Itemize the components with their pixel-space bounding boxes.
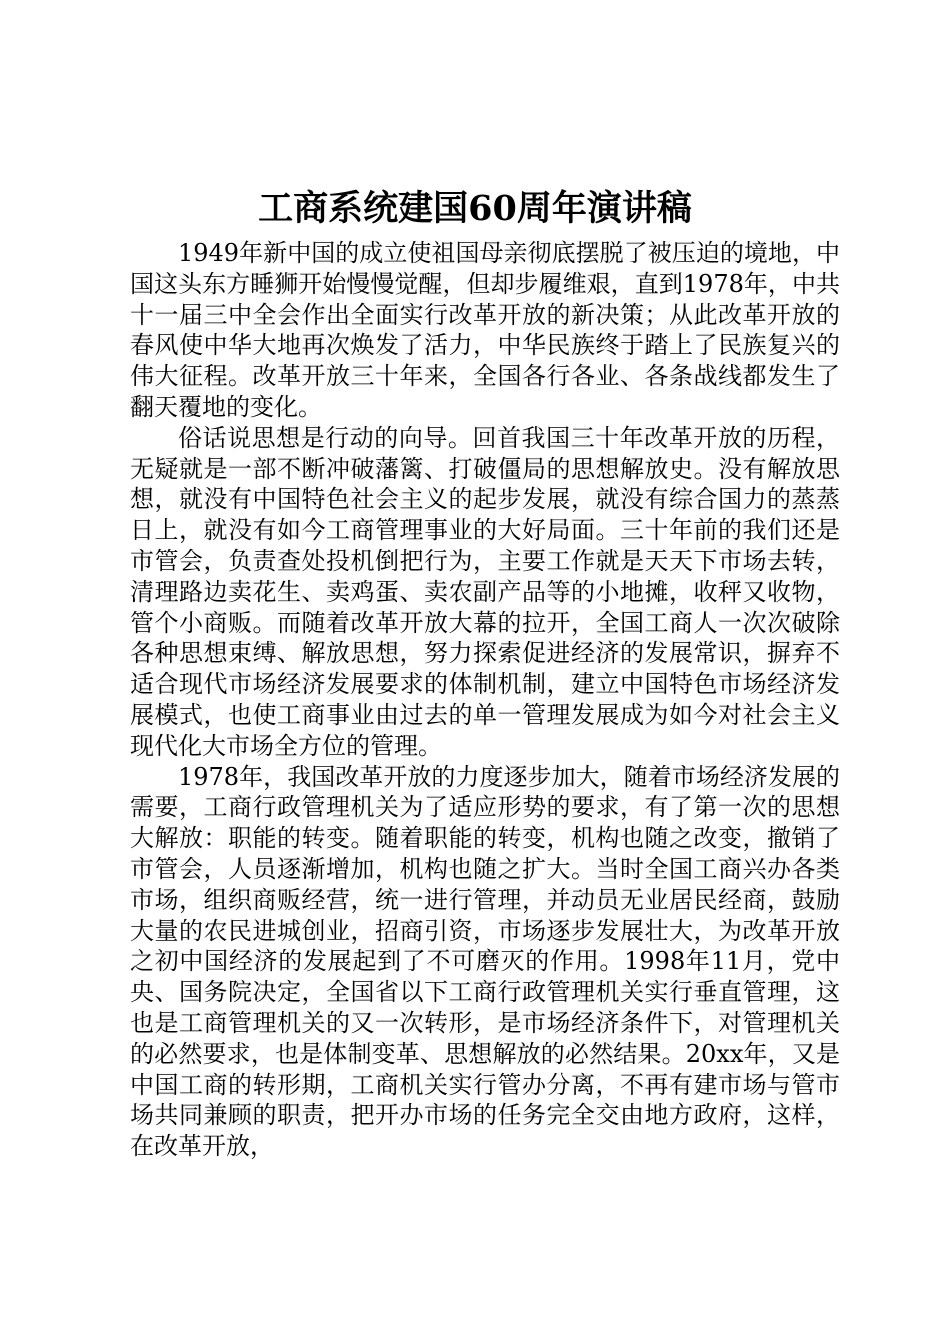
document-body — [130, 238, 840, 1162]
paragraph-3: 1978年，我国改革开放的力度逐步加大，随着市场经济发展的需要，工商行政管理机关为了适应形势的要求，有了第一次的思想大解放：职能的转变。随着职能的转变，机构也随之改变，撤销了市管会，人员逐渐增加，机构也随之扩大。当时全国工商兴办各类市场，组织商贩经营，统一进行管理，并动员无业居民经商，鼓励大量的农民进城创业，招商引资，市场逐步发展壮大，为改革开放之初中国经济的发展起到了不可磨灭的作用。1998年11月，党中央、国务院决定，全国省以下工商行政管理机关实行垂直管理，这也是工商管理机关的又一次转形，是市场经济条件下，对管理机关的必然要求，也是体制变革、思想解放的必然结果。20xx年，又是中国工商的转形期，工商机关实行管办分离，不再有建市场与管市场共同兼顾的职责，把开办市场的任务完全交由地方政府，这样，在改革开放， — [130, 762, 840, 1161]
document-title: 工商系统建国60周年演讲稿 — [258, 188, 692, 229]
paragraph-2: 俗话说思想是行动的向导。回首我国三十年改革开放的历程，无疑就是一部不断冲破藩篱、打破僵局的思想解放史。没有解放思想，就没有中国特色社会主义的起步发展，就没有综合国力的蒸蒸日上，就没有如今工商管理事业的大好局面。三十年前的我们还是市管会，负责查处投机倒把行为，主要工作就是天天下市场去转，清理路边卖花生、卖鸡蛋、卖农副产品等的小地摊，收秤又收物，管个小商贩。而随着改革开放大幕的拉开，全国工商人一次次破除各种思想束缚、解放思想，努力探索促进经济的发展常识，摒弃不适合现代市场经济发展要求的体制机制，建立中国特色市场经济发展模式，也使工商事业由过去的单一管理发展成为如今对社会主义现代化大市场全方位的管理。 — [130, 423, 840, 760]
paragraph-1: 1949年新中国的成立使祖国母亲彻底摆脱了被压迫的境地，中国这头东方睡狮开始慢慢觉醒，但却步履维艰，直到1978年，中共十一届三中全会作出全面实行改革开放的新决策；从此改革开放的春风使中华大地再次焕发了活力，中华民族终于踏上了民族复兴的伟大征程。改革开放三十年来，全国各行各业、各条战线都发生了翻天覆地的变化。 — [130, 239, 840, 421]
